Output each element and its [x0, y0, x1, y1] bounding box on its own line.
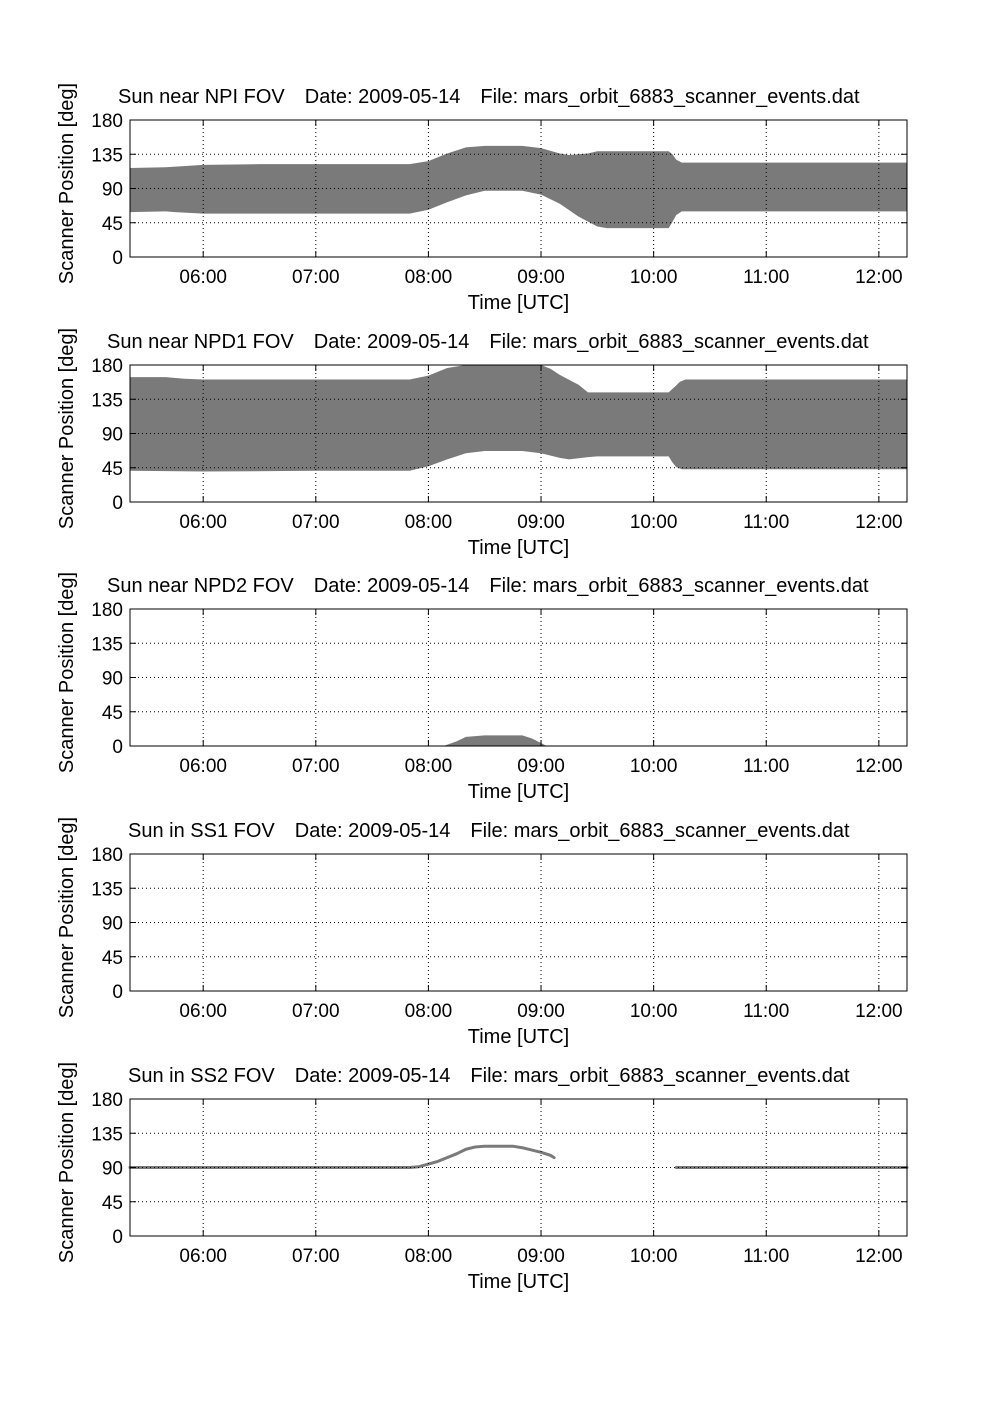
scanner-band-area: [443, 735, 546, 746]
x-tick-label: 09:00: [517, 1246, 565, 1267]
x-tick-label: 12:00: [855, 512, 903, 533]
chart-title-part: Sun near NPD2 FOV: [107, 575, 294, 597]
scanner-line-segment: [130, 1146, 554, 1167]
y-tick-label: 0: [112, 1227, 123, 1248]
y-tick-label: 0: [112, 493, 123, 514]
x-tick-label: 11:00: [743, 512, 790, 533]
x-tick-label: 07:00: [292, 756, 340, 777]
y-axis-label: Scanner Position [deg]: [56, 82, 78, 285]
x-tick-label: 06:00: [179, 512, 227, 533]
y-tick-label: 45: [101, 702, 123, 724]
y-tick-label: 180: [91, 600, 123, 621]
y-tick-label: 180: [91, 845, 123, 866]
scanner-band-area: [130, 365, 907, 472]
x-tick-label: 09:00: [517, 756, 565, 777]
chart-title: [128, 1065, 850, 1087]
y-tick-label: 180: [91, 1090, 123, 1111]
x-tick-label: 10:00: [629, 1001, 678, 1022]
chart-title-part: Sun in SS2 FOV: [128, 1065, 275, 1087]
chart-title-part: Date: 2009-05-14: [294, 820, 451, 842]
x-tick-label: 07:00: [292, 1246, 340, 1267]
y-tick-label: 45: [101, 213, 123, 235]
chart-panel-2: [56, 328, 907, 559]
x-tick-label: 08:00: [404, 512, 453, 533]
chart-title: [128, 820, 850, 842]
x-tick-label: 08:00: [404, 267, 453, 288]
chart-title: [118, 86, 860, 108]
x-axis-label: Time [UTC]: [467, 781, 570, 803]
x-tick-label: 11:00: [743, 1001, 790, 1022]
y-tick-label: 90: [101, 179, 123, 201]
y-axis-label: Scanner Position [deg]: [56, 327, 78, 530]
chart-title-part: Sun near NPD1 FOV: [107, 331, 294, 353]
chart-title-part: Date: 2009-05-14: [304, 86, 461, 108]
y-axis-label: Scanner Position [deg]: [56, 1061, 78, 1264]
x-tick-label: 11:00: [743, 756, 790, 777]
x-tick-label: 11:00: [743, 267, 790, 288]
x-axis-label: Time [UTC]: [467, 1271, 570, 1293]
y-tick-label: 90: [101, 424, 123, 446]
x-tick-label: 10:00: [629, 756, 678, 777]
y-tick-label: 135: [91, 145, 123, 167]
chart-title-part: File: mars_orbit_6883_scanner_events.dat: [480, 86, 860, 108]
x-tick-label: 10:00: [629, 267, 678, 288]
y-tick-label: 135: [91, 1124, 123, 1146]
chart-title-part: Date: 2009-05-14: [313, 331, 470, 353]
y-tick-label: 180: [91, 111, 123, 132]
x-tick-label: 12:00: [855, 756, 903, 777]
x-tick-label: 06:00: [179, 756, 227, 777]
x-tick-label: 12:00: [855, 267, 903, 288]
x-tick-label: 12:00: [855, 1246, 903, 1267]
x-tick-label: 10:00: [629, 1246, 678, 1267]
y-tick-label: 45: [101, 1192, 123, 1214]
chart-title-part: Sun in SS1 FOV: [128, 820, 275, 842]
x-tick-label: 08:00: [404, 1001, 453, 1022]
x-tick-label: 09:00: [517, 512, 565, 533]
x-tick-label: 08:00: [404, 1246, 453, 1267]
y-tick-label: 90: [101, 913, 123, 935]
x-tick-label: 07:00: [292, 512, 340, 533]
chart-title-part: File: mars_orbit_6883_scanner_events.dat: [489, 575, 869, 597]
chart-panel-1: [56, 83, 907, 314]
x-axis-label: Time [UTC]: [467, 537, 570, 559]
chart-title-part: File: mars_orbit_6883_scanner_events.dat: [489, 331, 869, 353]
chart-title-part: File: mars_orbit_6883_scanner_events.dat: [470, 1065, 850, 1087]
x-tick-label: 08:00: [404, 756, 453, 777]
y-tick-label: 135: [91, 879, 123, 901]
chart-title-part: Date: 2009-05-14: [294, 1065, 451, 1087]
x-tick-label: 12:00: [855, 1001, 903, 1022]
y-tick-label: 135: [91, 390, 123, 412]
y-tick-label: 180: [91, 356, 123, 377]
y-tick-label: 0: [112, 737, 123, 758]
scanner-band-area: [130, 146, 907, 228]
x-tick-label: 09:00: [517, 1001, 565, 1022]
y-tick-label: 90: [101, 1158, 123, 1180]
x-tick-label: 10:00: [629, 512, 678, 533]
chart-title-part: Sun near NPI FOV: [118, 86, 285, 108]
chart-title-part: File: mars_orbit_6883_scanner_events.dat: [470, 820, 850, 842]
y-tick-label: 90: [101, 668, 123, 690]
y-axis-label: Scanner Position [deg]: [56, 571, 78, 774]
x-tick-label: 06:00: [179, 1246, 227, 1267]
x-tick-label: 06:00: [179, 1001, 227, 1022]
x-tick-label: 07:00: [292, 1001, 340, 1022]
chart-panel-4: [56, 817, 907, 1048]
y-tick-label: 135: [91, 634, 123, 656]
chart-title: [107, 331, 869, 353]
x-tick-label: 11:00: [743, 1246, 790, 1267]
chart-title: [107, 575, 869, 597]
y-axis-label: Scanner Position [deg]: [56, 816, 78, 1019]
x-tick-label: 06:00: [179, 267, 227, 288]
y-tick-label: 45: [101, 947, 123, 969]
x-tick-label: 07:00: [292, 267, 340, 288]
chart-title-part: Date: 2009-05-14: [313, 575, 470, 597]
y-tick-label: 0: [112, 982, 123, 1003]
x-axis-label: Time [UTC]: [467, 1026, 570, 1048]
x-axis-label: Time [UTC]: [467, 292, 570, 314]
x-tick-label: 09:00: [517, 267, 565, 288]
y-tick-label: 45: [101, 458, 123, 480]
y-tick-label: 0: [112, 248, 123, 269]
chart-panel-3: [56, 572, 907, 803]
chart-panel-5: [56, 1062, 907, 1293]
